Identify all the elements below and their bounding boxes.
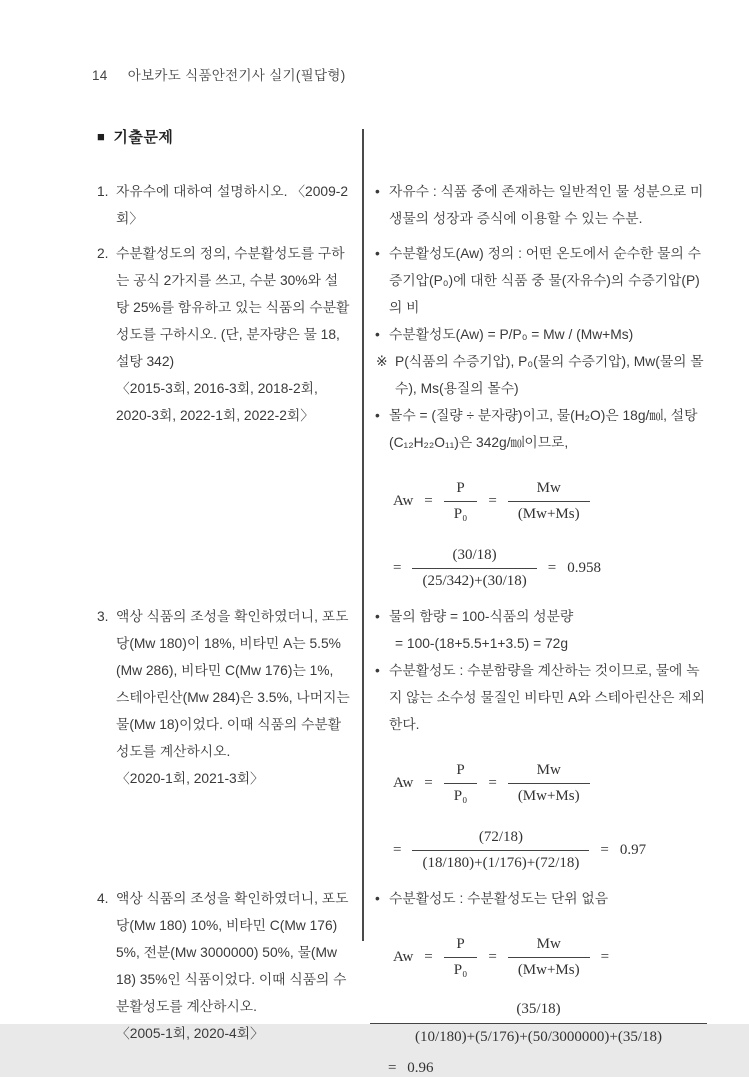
qa-row-2 (0, 240, 749, 603)
equals-sign: = (488, 949, 497, 965)
fraction-mw-over-mwms: $\frac{Mw}{(Mw+Ms)}$ (508, 762, 590, 805)
answer-3-water-content-text: 물의 함량 = 100-식품의 성분량 (389, 609, 574, 624)
question-3-text: 액상 식품의 조성을 확인하였더니, 포도당(Mw 180)이 18%, 비타민 A는 5.5%(Mw 286), 비타민 C(Mw 176)는 1%, 스테아린산(Mw 284)은 3.5%, 나머지는 물(Mw 18)이었다. 이때 식품의 수분활성도를 계산하시오. (116, 609, 350, 759)
question-3-number: 3. (97, 609, 109, 624)
answer-2-mole-note (376, 402, 707, 456)
qa-row-3 (0, 603, 749, 885)
fraction-denominator: (10/180)+(5/176)+(50/3000000)+(35/18) (370, 1023, 707, 1046)
answer-4-result (388, 1060, 707, 1077)
bullet-icon: • (375, 184, 380, 199)
qa-row-1 (0, 178, 749, 240)
answer-3-water-content-calc: = 100-(18+5.5+1+3.5) = 72g (395, 636, 568, 651)
equals-sign: = (547, 560, 557, 576)
fraction-calculation: $\frac{(30/18)}{(25/342)+(30/18)}$ (412, 547, 536, 590)
fraction-numerator: (35/18) (516, 1001, 561, 1017)
answer-2 (362, 240, 749, 603)
answer-4-result-value: 0.96 (407, 1060, 434, 1076)
fraction-mw-over-mwms: $\frac{Mw}{(Mw+Ms)}$ (508, 936, 590, 979)
question-2-text: 수분활성도의 정의, 수분활성도를 구하는 공식 2가지를 쓰고, 수분 30%와 설탕 25%를 함유하고 있는 식품의 수분활성도를 구하시오. (단, 분자량은 물 18, 설탕 342) (116, 246, 350, 369)
answer-2-note (376, 348, 707, 402)
question-1-text: 자유수에 대하여 설명하시오. 〈2009-2회〉 (116, 184, 349, 226)
question-2 (0, 240, 362, 429)
answer-4-formula-symbolic (393, 936, 707, 979)
answer-3-water-content (376, 603, 707, 657)
question-4 (0, 885, 362, 1047)
answer-4-unit-note (376, 885, 707, 912)
bullet-icon: • (375, 609, 380, 624)
formula-lhs: Aw (393, 775, 414, 791)
answer-3-explanation-text: 수분활성도 : 수분함량을 계산하는 것이므로, 물에 녹지 않는 소수성 물질인 비타민 A와 스테아린산은 제외한다. (389, 663, 705, 732)
answer-3-formula-calculation (393, 829, 707, 872)
formula-lhs: Aw (393, 949, 414, 965)
answer-1-bullet (376, 178, 707, 232)
equals-sign: = (424, 775, 433, 791)
equals-sign: = (424, 493, 433, 509)
question-2-number: 2. (97, 246, 109, 261)
qa-row-4 (0, 885, 749, 1077)
answer-2-formula-inline (376, 321, 707, 348)
question-1 (0, 178, 362, 232)
page-number: 14 (92, 68, 108, 83)
question-4-text: 액상 식품의 조성을 확인하였더니, 포도당(Mw 180) 10%, 비타민 C(Mw 176) 5%, 전분(Mw 3000000) 50%, 물(Mw 18) 35%인 식품이었다. 이때 식품의 수분활성도를 계산하시오. (116, 891, 349, 1014)
page-header (92, 64, 346, 84)
equals-sign: = (600, 949, 610, 965)
reference-mark-icon: ※ (376, 354, 388, 369)
fraction-p-over-p0: $\frac{P}{\text{P₀}}$ (444, 762, 478, 805)
answer-3-result-value: 0.97 (619, 842, 647, 858)
answer-2-definition (376, 240, 707, 321)
equals-sign: = (393, 842, 402, 858)
bullet-icon: • (375, 327, 380, 342)
square-bullet-icon: ■ (97, 129, 106, 144)
section-title-label: 기출문제 (113, 129, 174, 146)
answer-3 (362, 603, 749, 885)
formula-lhs: Aw (393, 493, 414, 509)
answer-4-formula-calculation (370, 1001, 707, 1046)
equals-sign: = (393, 560, 402, 576)
book-title: 아보카도 식품안전기사 실기(필답형) (127, 68, 346, 83)
answer-2-formula-calculation (393, 547, 707, 590)
bullet-icon: • (375, 408, 380, 423)
bullet-icon: • (375, 246, 380, 261)
answer-2-result-value: 0.958 (567, 560, 601, 576)
equals-sign: = (488, 775, 497, 791)
fraction-p-over-p0: $\frac{P}{\text{P₀}}$ (444, 936, 478, 979)
section-title (97, 126, 749, 147)
fraction-calculation: $\frac{(72/18)}{(18/180)+(1/176)+(72/18)}$ (412, 829, 589, 872)
answer-3-formula-symbolic (393, 762, 707, 805)
fraction-mw-over-mwms: $\frac{Mw}{(Mw+Ms)}$ (508, 480, 590, 523)
answer-2-formula-inline-text: 수분활성도(Aw) = P/P₀ = Mw / (Mw+Ms) (389, 327, 634, 342)
equals-sign: = (424, 949, 433, 965)
question-2-exam-refs: 〈2015-3회, 2016-3회, 2018-2회, 2020-3회, 2022-1회, 2022-2회〉 (116, 381, 318, 423)
bullet-icon: • (375, 891, 380, 906)
answer-4 (362, 885, 749, 1077)
page-content (0, 126, 749, 1077)
fraction-p-over-p0: $\frac{P}{\text{P₀}}$ (444, 480, 478, 523)
equals-sign: = (488, 493, 497, 509)
equals-sign: = (388, 1060, 397, 1076)
bullet-icon: • (375, 663, 380, 678)
question-1-number: 1. (97, 184, 109, 199)
equals-sign: = (600, 842, 609, 858)
question-4-exam-refs: 〈2005-1회, 2020-4회〉 (116, 1026, 264, 1041)
answer-4-unit-note-text: 수분활성도 : 수분활성도는 단위 없음 (389, 891, 609, 906)
answer-2-formula-symbolic (393, 480, 707, 523)
question-3 (0, 603, 362, 792)
answer-2-mole-note-text: 몰수 = (질량 ÷ 분자량)이고, 물(H₂O)은 18g/㏖, 설탕(C₁₂H₂₂O₁₁)은 342g/㏖이므로, (389, 408, 698, 450)
answer-1 (362, 178, 749, 232)
question-3-exam-refs: 〈2020-1회, 2021-3회〉 (116, 771, 264, 786)
answer-2-note-text: P(식품의 수증기압), P₀(물의 수증기압), Mw(물의 몰수), Ms(용질의 몰수) (395, 354, 704, 396)
question-4-number: 4. (97, 891, 109, 906)
answer-2-definition-text: 수분활성도(Aw) 정의 : 어떤 온도에서 순수한 물의 수증기압(P₀)에 대한 식품 중 물(자유수)의 수증기압(P)의 비 (389, 246, 701, 315)
answer-1-text: 자유수 : 식품 중에 존재하는 일반적인 물 성분으로 미생물의 성장과 증식에 이용할 수 있는 수분. (389, 184, 704, 226)
column-divider-rule (362, 129, 364, 941)
answer-3-explanation (376, 657, 707, 738)
